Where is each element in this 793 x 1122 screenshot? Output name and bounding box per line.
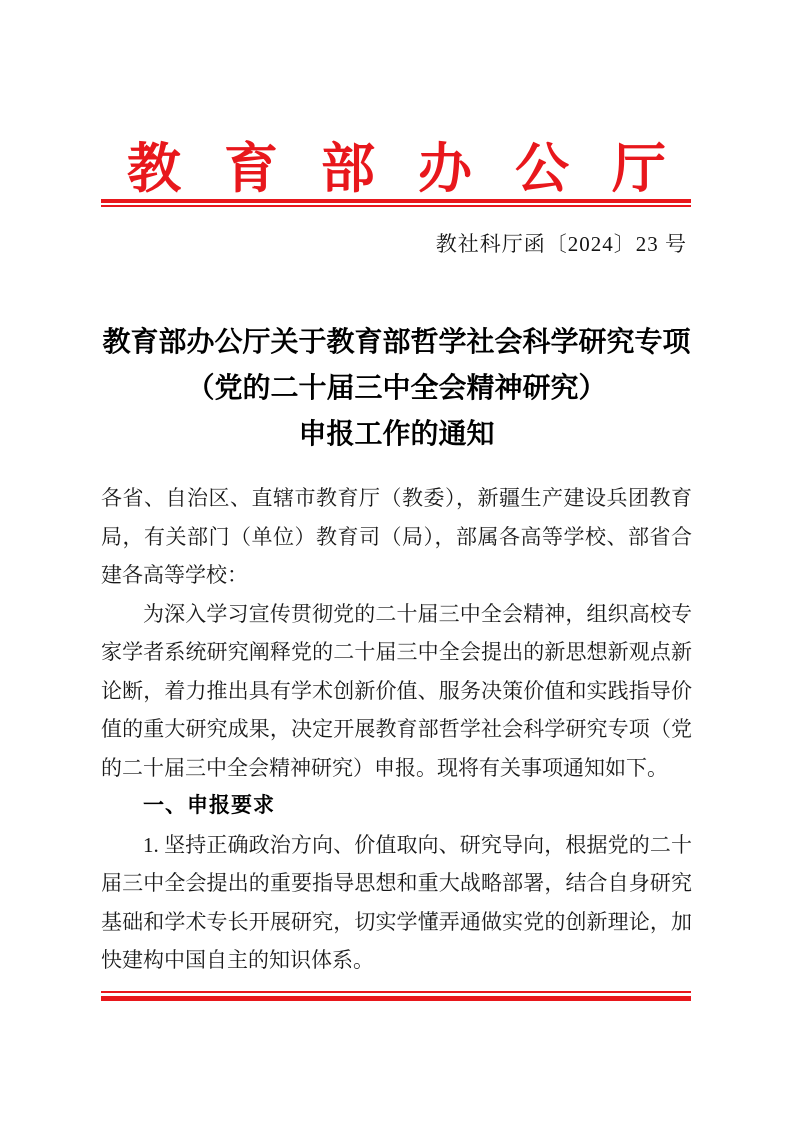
salutation-paragraph: 各省、自治区、直辖市教育厅（教委），新疆生产建设兵团教育局，有关部门（单位）教育司（局），部属各高等学校、部省合建各高等学校：	[101, 486, 692, 587]
title-line-1: 教育部办公厅关于教育部哲学社会科学研究专项	[102, 327, 691, 358]
footer-rule	[101, 991, 691, 1001]
title-line-2: （党的二十届三中全会精神研究）	[186, 373, 607, 404]
document-title	[50, 320, 743, 458]
footer-rule-thick	[101, 996, 691, 1001]
section-item-1: 1. 坚持正确政治方向、价值取向、研究导向，根据党的二十届三中全会提出的重要指导思想和重大战略部署，结合自身研究基础和学术专长开展研究，切实学懂弄通做实党的创新理论，加快建构中国自主的知识体系。	[101, 832, 692, 972]
intro-paragraph: 为深入学习宣传贯彻党的二十届三中全会精神，组织高校专家学者系统研究阐释党的二十届三中全会提出的新思想新观点新论断，着力推出具有学术创新价值、服务决策价值和实践指导价值的重大研究成果，决定开展教育部哲学社会科学研究专项（党的二十届三中全会精神研究）申报。现将有关事项通知如下。	[101, 601, 692, 780]
agency-letterhead: 教育部办公厅	[127, 139, 709, 199]
letterhead-rule-thin	[101, 205, 691, 207]
document-body	[101, 479, 692, 980]
document-number: 教社科厅函〔2024〕23 号	[435, 232, 687, 256]
letterhead-rule	[101, 199, 691, 207]
title-line-3: 申报工作的通知	[298, 419, 495, 450]
section-heading: 一、申报要求	[143, 794, 275, 817]
